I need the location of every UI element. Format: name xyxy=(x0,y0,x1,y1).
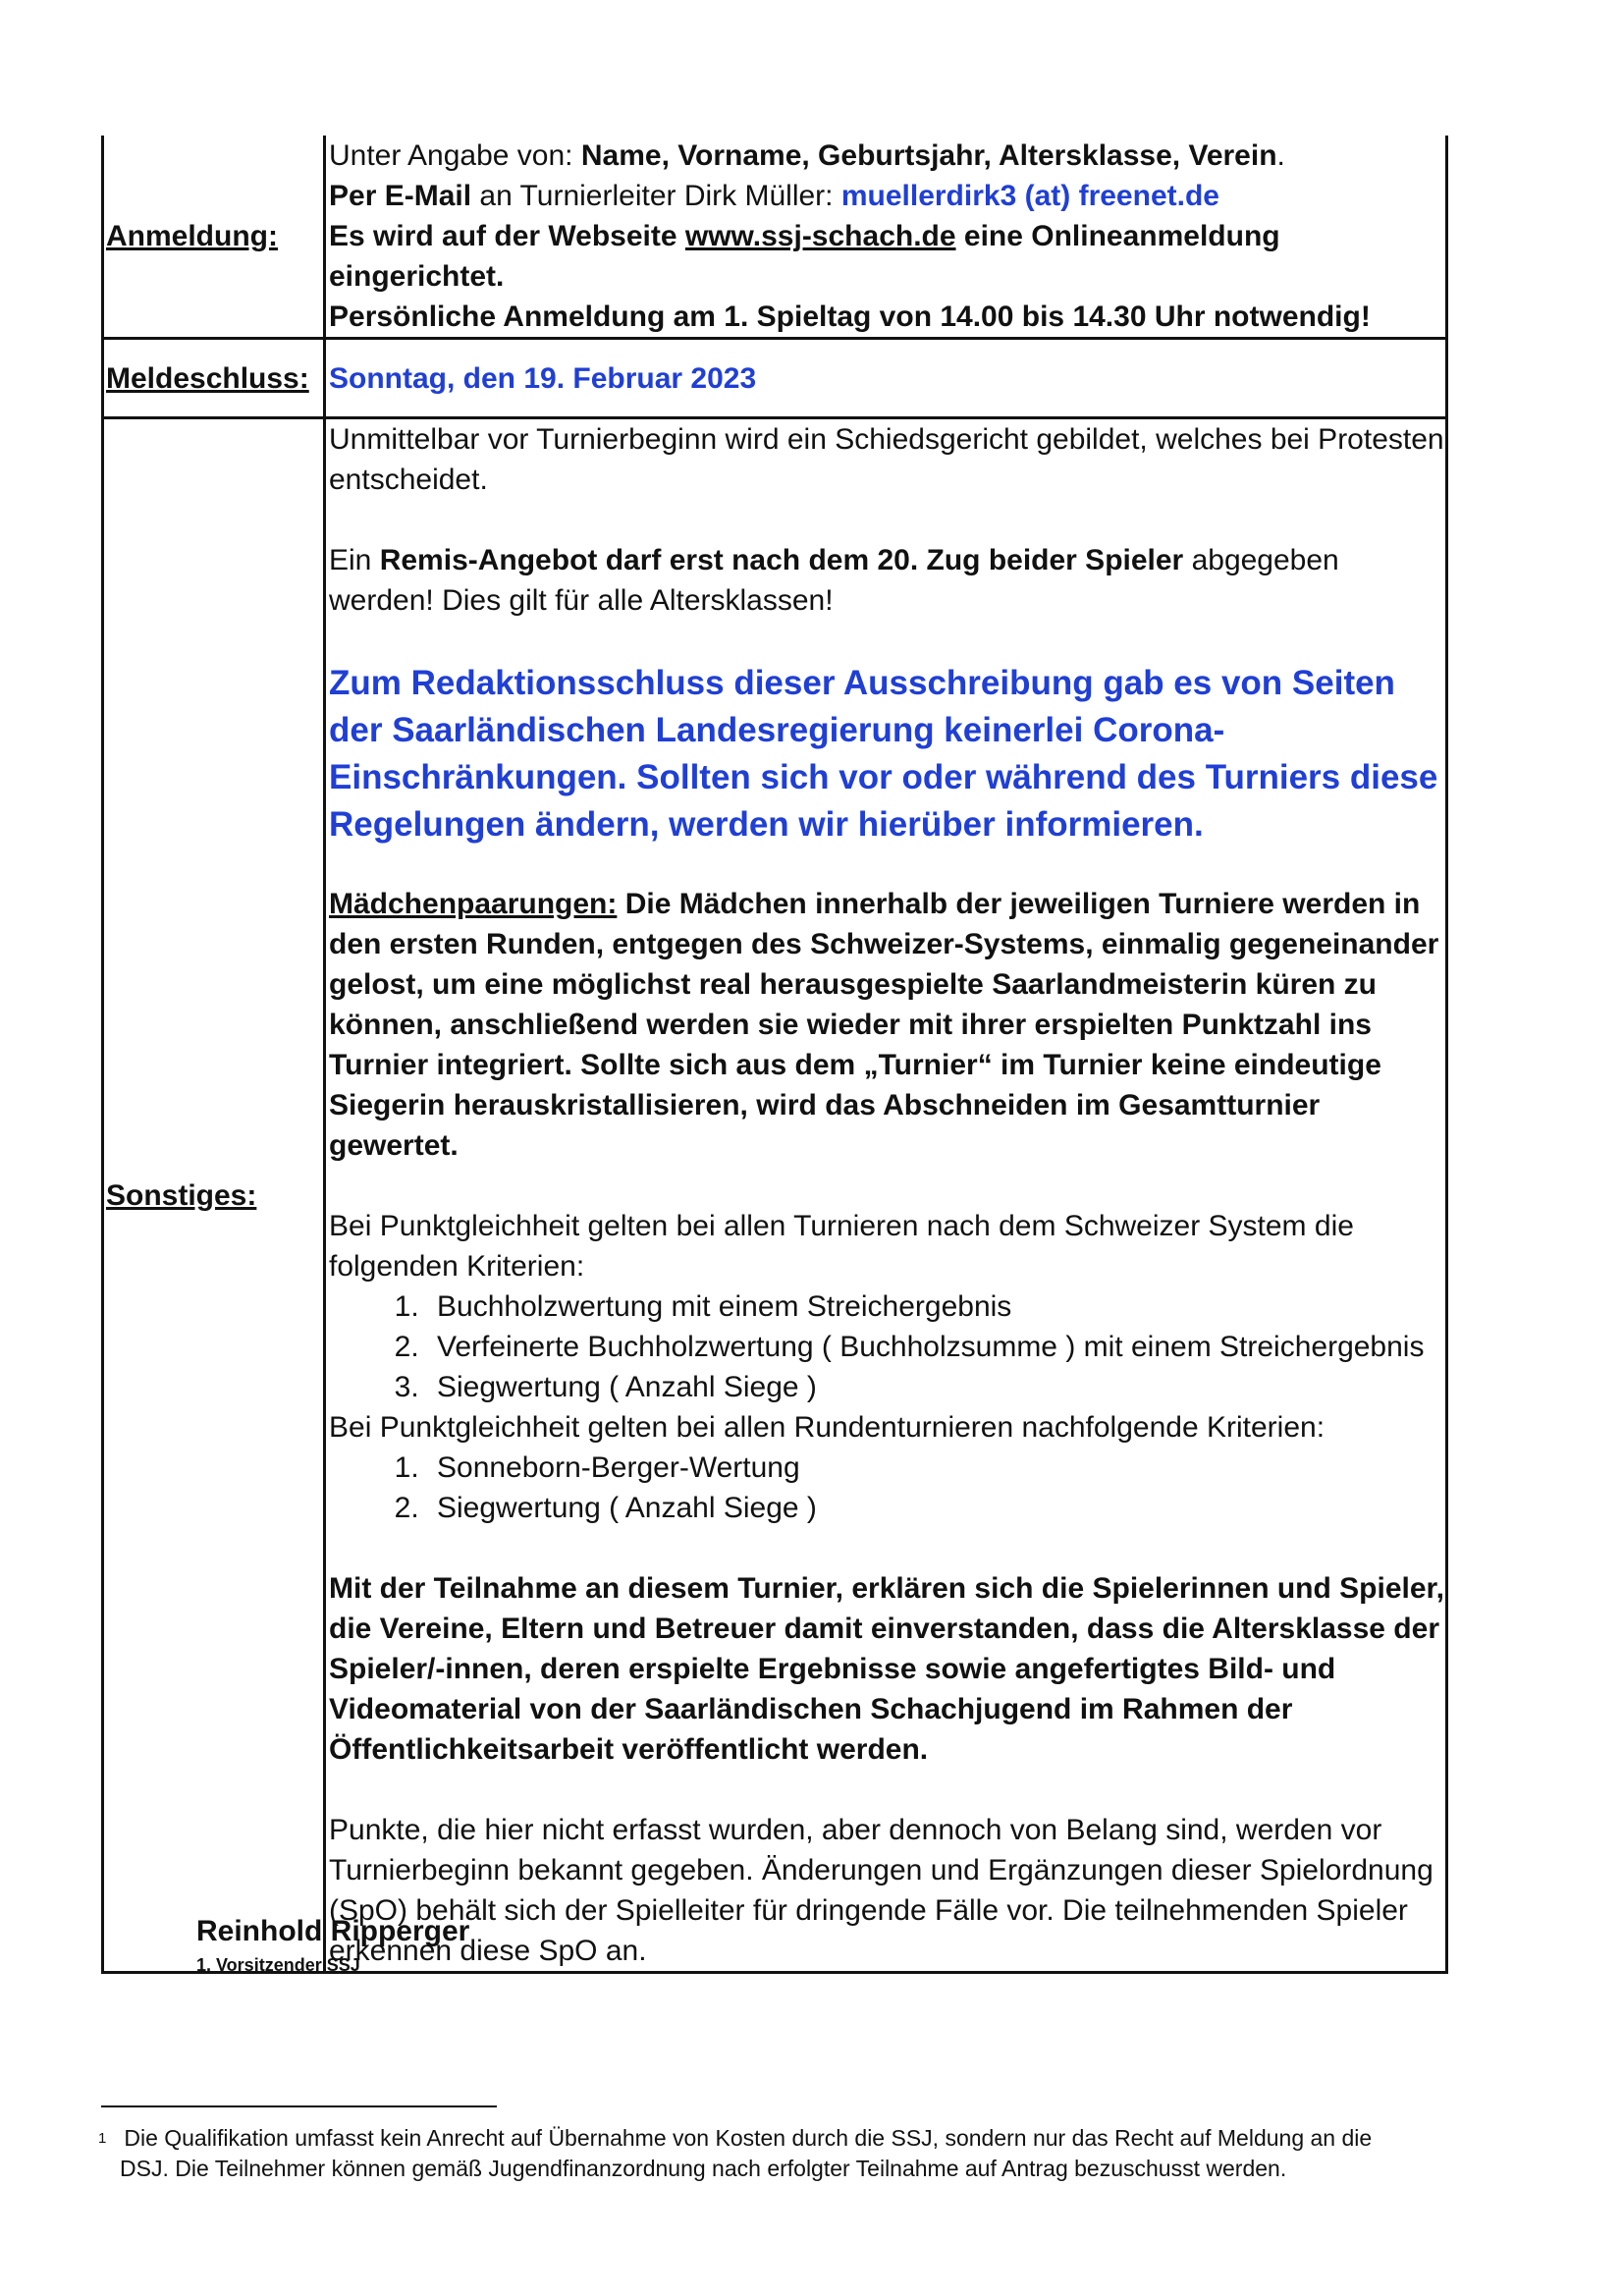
round-intro: Bei Punktgleichheit gelten bei allen Rundenturnieren nachfolgende Kriterien: xyxy=(329,1411,1325,1444)
maedchen-paragraph: Mädchenpaarungen: Die Mädchen innerhalb der jeweiligen Turniere werden in den ersten Runden, entgegen des Schweizer-Systems, einmalig gegeneinander gelost, um eine möglichst real herausgespielte Saarlandmeisterin küren zu können, anschließend werden sie wieder mit ihrer erspielten Punktzahl ins Turnier integriert. Sollte sich aus dem „Turnier“ im Turnier keine eindeutige Siegerin herauskristallisieren, wird das Abschneiden im Gesamtturnier gewertet. xyxy=(329,888,1439,1162)
label-cell xyxy=(103,339,325,418)
round-criteria-list xyxy=(329,1448,1445,1528)
list-item: 1. Buchholzwertung mit einem Streichergebnis xyxy=(427,1286,1445,1327)
anmeldung-line1: Unter Angabe von: Name, Vorname, Geburtsjahr, Altersklasse, Verein. xyxy=(329,139,1285,172)
consent-paragraph: Mit der Teilnahme an diesem Turnier, erklären sich die Spielerinnen und Spieler, die Vereine, Eltern und Betreuer damit einverstanden, dass die Altersklasse der Spieler/-innen, deren erspielte Ergebnisse sowie angefertigtes Bild- und Videomaterial von der Saarländischen Schachjugend im Rahmen der Öffentlichkeitsarbeit veröffentlicht werden. xyxy=(329,1572,1444,1766)
sonstiges-content xyxy=(325,418,1447,1973)
schiedsgericht-paragraph: Unmittelbar vor Turnierbeginn wird ein Schiedsgericht gebildet, welches bei Protesten entscheidet. xyxy=(329,423,1444,496)
anmeldung-line4: Persönliche Anmeldung am 1. Spieltag von 14.00 bis 14.30 Uhr notwendig! xyxy=(329,301,1371,333)
list-item: 3. Siegwertung ( Anzahl Siege ) xyxy=(427,1367,1445,1407)
swiss-criteria-list xyxy=(329,1286,1445,1407)
meldeschluss-label: Meldeschluss: xyxy=(106,361,309,395)
closing-paragraph: Punkte, die hier nicht erfasst wurden, aber dennoch von Belang sind, werden vor Turnierbeginn bekannt gegeben. Änderungen und Ergänzungen dieser Spielordnung (SpO) behält sich der Spielleiter für dringende Fälle vor. Die teilnehmenden Spieler erkennen diese SpO an. xyxy=(329,1814,1434,1967)
email-address: muellerdirk3 (at) freenet.de xyxy=(840,180,1219,212)
footnote-number: 1 xyxy=(98,2130,107,2147)
tournament-rules-table xyxy=(101,136,1448,1974)
meldeschluss-date: Sonntag, den 19. Februar 2023 xyxy=(329,361,757,395)
list-item: 2. Siegwertung ( Anzahl Siege ) xyxy=(427,1488,1445,1528)
anmeldung-content xyxy=(325,136,1447,339)
anmeldung-label: Anmeldung: xyxy=(106,220,278,252)
signature-name: Reinhold Ripperger xyxy=(196,1915,470,1947)
meldeschluss-content xyxy=(325,339,1447,418)
list-item: 1. Sonneborn-Berger-Wertung xyxy=(427,1448,1445,1488)
anmeldung-line2: Per E-Mail an Turnierleiter Dirk Müller: muellerdirk3 (at) freenet.de xyxy=(329,180,1219,212)
swiss-intro: Bei Punktgleichheit gelten bei allen Turnieren nach dem Schweizer System die folgenden Kriterien: xyxy=(329,1210,1354,1283)
footnote-divider xyxy=(101,2105,497,2107)
remis-paragraph: Ein Remis-Angebot darf erst nach dem 20. Zug beider Spieler abgegeben werden! Dies gilt für alle Altersklassen! xyxy=(329,544,1339,617)
sonstiges-label: Sonstiges: xyxy=(106,1178,257,1212)
website-link[interactable]: www.ssj-schach.de xyxy=(684,220,956,252)
row-anmeldung xyxy=(103,136,1447,339)
signature-role: 1. Vorsitzender SSJ xyxy=(196,1955,360,1975)
row-meldeschluss xyxy=(103,339,1447,418)
row-sonstiges xyxy=(103,418,1447,1973)
footnote-line1: $^1$ Die Qualifikation umfasst kein Anrecht auf Übernahme von Kosten durch die SSJ, sondern nur das Recht auf Meldung an die xyxy=(98,2125,1373,2151)
footnote-line2: DSJ. Die Teilnehmer können gemäß Jugendfinanzordnung nach erfolgter Teilnahme auf Antrag bezuschusst werden. xyxy=(120,2156,1287,2181)
footnote xyxy=(98,2123,1512,2184)
anmeldung-line3: Es wird auf der Webseite www.ssj-schach.de eine Onlineanmeldung eingerichtet. xyxy=(329,220,1280,293)
label-cell xyxy=(103,418,325,1973)
label-cell xyxy=(103,136,325,339)
corona-notice: Zum Redaktionsschluss dieser Ausschreibung gab es von Seiten der Saarländischen Landesregierung keinerlei Corona-Einschränkungen. Sollten sich vor oder während des Turniers diese Regelungen ändern, werden wir hierüber informieren. xyxy=(329,664,1438,844)
list-item: 2. Verfeinerte Buchholzwertung ( Buchholzsumme ) mit einem Streichergebnis xyxy=(427,1327,1445,1367)
